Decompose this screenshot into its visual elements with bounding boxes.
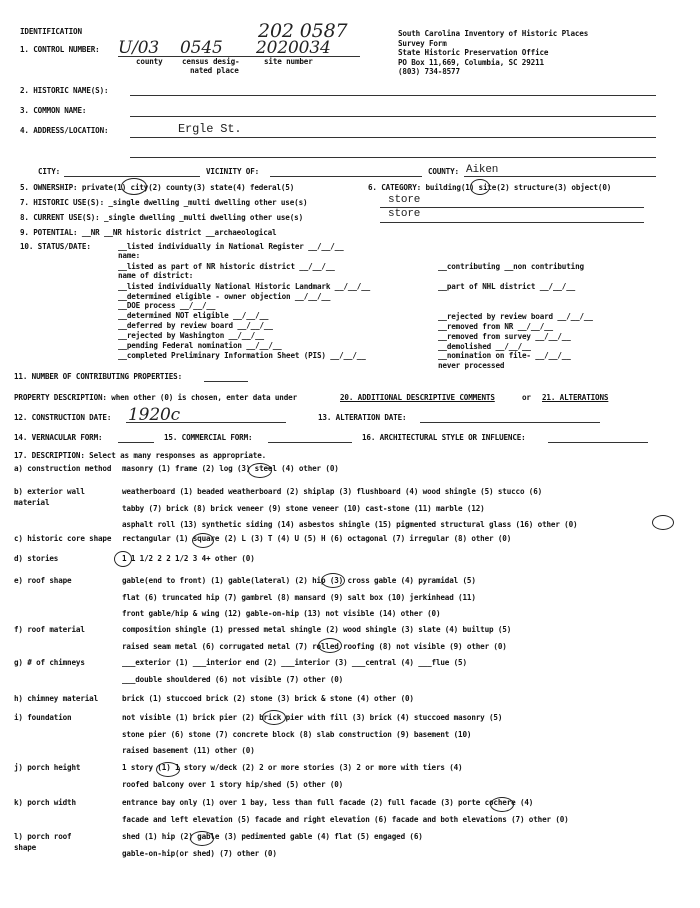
description-item-label: j) porch height bbox=[14, 763, 81, 772]
handwritten-county-code: U/03 bbox=[118, 38, 160, 58]
description-item-options: asphalt roll (13) synthetic siding (14) asbestos shingle (15) pigmented structural glass (16) other (0) bbox=[122, 520, 578, 529]
description-item-label-2: material bbox=[14, 498, 50, 507]
status-left-item: __listed individually National Historic Landmark __/__/__ bbox=[118, 282, 371, 291]
description-item-options: raised seam metal (6) corrugated metal (7) rolled roofing (8) not visible (9) other (0) bbox=[122, 641, 507, 651]
description-item-label: a) construction method bbox=[14, 464, 112, 473]
status-left-item: __determined eligible - owner objection __/__/__ bbox=[118, 292, 331, 301]
commercial-form-label: 15. COMMERCIAL FORM: bbox=[164, 433, 253, 442]
status-left-item: __deferred by review board __/__/__ bbox=[118, 321, 273, 330]
description-item-options: flat (6) truncated hip (7) gambrel (8) mansard (9) salt box (10) jerkinhead (11) bbox=[122, 592, 476, 602]
description-heading: 17. DESCRIPTION: Select as many responses as appropriate. bbox=[14, 451, 267, 460]
description-item-options: weatherboard (1) beaded weatherboard (2) shiplap (3) flushboard (4) wood shingle (5) stucco (6) bbox=[122, 487, 543, 496]
alterations-ref: 21. ALTERATIONS bbox=[542, 393, 609, 402]
status-left-item: __rejected by Washington __/__/__ bbox=[118, 331, 264, 340]
ownership-line: 5. OWNERSHIP: private(1) city(2) county(3) state(4) federal(5) bbox=[20, 183, 295, 192]
status-left-item: __pending Federal nomination __/__/__ bbox=[118, 341, 282, 350]
alteration-date-label: 13. ALTERATION DATE: bbox=[318, 413, 407, 422]
status-left-item: __listed as part of NR historic district __/__/__ bbox=[118, 262, 335, 271]
category-line: 6. CATEGORY: building(1) site(2) structure(3) object(0) bbox=[368, 183, 612, 192]
description-item-label: g) # of chimneys bbox=[14, 658, 85, 667]
construction-date-label: 12. CONSTRUCTION DATE: bbox=[14, 413, 112, 422]
architectural-style-label: 16. ARCHITECTURAL STYLE OR INFLUENCE: bbox=[362, 433, 526, 442]
description-item-options: 1 1 1/2 2 2 1/2 3 4+ other (0) bbox=[122, 554, 255, 563]
description-item-options: facade and left elevation (5) facade and right elevation (6) facade and both elevations (7) other (0) bbox=[122, 814, 569, 824]
or-text: or bbox=[522, 393, 531, 402]
status-right-item: __rejected by review board __/__/__ bbox=[438, 312, 593, 321]
description-item-options: tabby (7) brick (8) brick veneer (9) stone veneer (10) cast-stone (11) marble (12) bbox=[122, 503, 485, 513]
property-description-line: PROPERTY DESCRIPTION: when other (0) is chosen, enter data under bbox=[14, 393, 297, 402]
handwritten-form-number: 202 0587 bbox=[258, 20, 348, 42]
contributing-label: 11. NUMBER OF CONTRIBUTING PROPERTIES: bbox=[14, 372, 183, 381]
office-line: State Historic Preservation Office bbox=[398, 48, 549, 57]
description-item-label: f) roof material bbox=[14, 625, 85, 634]
description-item-label: i) foundation bbox=[14, 713, 72, 722]
handwritten-construction-date: 1920c bbox=[128, 405, 181, 425]
address-label: 4. ADDRESS/LOCATION: bbox=[20, 126, 109, 135]
office-line: Survey Form bbox=[398, 38, 447, 48]
description-item-options: 1 story (1) 1 story w/deck (2) 2 or more stories (3) 2 or more with tiers (4) bbox=[122, 763, 463, 772]
description-item-options: not visible (1) brick pier (2) brick pier with fill (3) brick (4) stuccoed masonry (5) bbox=[122, 713, 503, 722]
status-right-item: __part of NHL district __/__/__ bbox=[438, 282, 576, 291]
description-item-options: masonry (1) frame (2) log (3) steel (4) other (0) bbox=[122, 464, 339, 473]
status-left-item: __listed individually in National Register __/__/__ bbox=[118, 242, 344, 251]
description-item-options: ___exterior (1) ___interior end (2) ___interior (3) ___central (4) ___flue (5) bbox=[122, 658, 467, 667]
census-sublabel-2: nated place bbox=[190, 66, 239, 75]
historic-name-label: 2. HISTORIC NAME(S): bbox=[20, 86, 109, 95]
status-left-item: __completed Preliminary Information Sheet (PIS) __/__/__ bbox=[118, 351, 366, 360]
current-use-line: 8. CURRENT USE(S): _single dwelling _multi dwelling other use(s) bbox=[20, 213, 303, 222]
office-line: South Carolina Inventory of Historic Places bbox=[398, 29, 589, 38]
county-label: COUNTY: bbox=[428, 167, 459, 176]
handwritten-site-number: 2020034 bbox=[256, 38, 331, 58]
handwritten-census-code: 0545 bbox=[180, 38, 223, 58]
status-left-item: name: bbox=[118, 251, 141, 260]
description-item-options: raised basement (11) other (0) bbox=[122, 746, 255, 755]
office-line: PO Box 11,669, Columbia, SC 29211 bbox=[398, 57, 544, 67]
office-line: (803) 734-8577 bbox=[398, 67, 460, 76]
status-right-item: __nomination on file- __/__/__ bbox=[438, 351, 571, 360]
status-label: 10. STATUS/DATE: bbox=[20, 242, 91, 251]
description-item-options: rectangular (1) square (2) L (3) T (4) U (5) H (6) octagonal (7) irregular (8) other (0) bbox=[122, 534, 512, 543]
description-item-options: stone pier (6) stone (7) concrete block (8) slab construction (9) basement (10) bbox=[122, 729, 472, 739]
historic-use-line: 7. HISTORIC USE(S): _single dwelling _multi dwelling other use(s) bbox=[20, 198, 308, 207]
description-item-label: h) chimney material bbox=[14, 694, 99, 703]
description-item-options: ___double shouldered (6) not visible (7) other (0) bbox=[122, 674, 344, 684]
description-item-options: roofed balcony over 1 story hip/shed (5) other (0) bbox=[122, 779, 344, 789]
typed-county: Aiken bbox=[466, 164, 499, 176]
description-item-label: d) stories bbox=[14, 554, 59, 563]
description-item-options: gable-on-hip(or shed) (7) other (0) bbox=[122, 848, 277, 858]
description-item-label: e) roof shape bbox=[14, 576, 72, 585]
category-selection-circle bbox=[470, 179, 490, 195]
county-sublabel: county bbox=[136, 57, 163, 66]
status-right-item: __removed from survey __/__/__ bbox=[438, 332, 571, 341]
status-right-item: __contributing __non contributing bbox=[438, 262, 584, 271]
status-left-item: name of district: bbox=[118, 271, 194, 280]
description-item-options: entrance bay only (1) over 1 bay, less than full facade (2) full facade (3) porte cochere (4) bbox=[122, 798, 534, 807]
common-name-label: 3. COMMON NAME: bbox=[20, 106, 87, 115]
description-item-label: l) porch roof bbox=[14, 832, 72, 841]
identification-heading: IDENTIFICATION bbox=[20, 27, 82, 36]
status-right-item: __demolished __/__/__ bbox=[438, 342, 531, 351]
description-item-label-2: shape bbox=[14, 843, 37, 852]
ownership-selection-circle bbox=[121, 178, 147, 195]
status-right-item: never processed bbox=[438, 361, 505, 370]
additional-comments-ref: 20. ADDITIONAL DESCRIPTIVE COMMENTS bbox=[340, 393, 495, 402]
exterior-other-selection-circle bbox=[652, 515, 674, 530]
control-number-label: 1. CONTROL NUMBER: bbox=[20, 45, 100, 54]
description-item-options: front gable/hip & wing (12) gable-on-hip (13) not visible (14) other (0) bbox=[122, 609, 441, 618]
description-item-label: c) historic core shape bbox=[14, 534, 112, 543]
description-item-options: brick (1) stuccoed brick (2) stone (3) brick & stone (4) other (0) bbox=[122, 694, 414, 703]
typed-current-use: store bbox=[388, 208, 421, 220]
census-sublabel: census desig- bbox=[182, 57, 240, 66]
city-label: CITY: bbox=[38, 167, 61, 176]
potential-line: 9. POTENTIAL: __NR __NR historic district __archaeological bbox=[20, 228, 277, 237]
description-item-label: k) porch width bbox=[14, 798, 76, 807]
status-left-item: __determined NOT eligible __/__/__ bbox=[118, 311, 269, 320]
status-right-item: __removed from NR __/__/__ bbox=[438, 322, 553, 331]
vicinity-label: VICINITY OF: bbox=[206, 167, 260, 176]
typed-historic-use: store bbox=[388, 194, 421, 206]
description-item-options: composition shingle (1) pressed metal shingle (2) wood shingle (3) slate (4) builtup (5) bbox=[122, 625, 512, 634]
description-item-label: b) exterior wall bbox=[14, 487, 85, 496]
typed-address: Ergle St. bbox=[178, 122, 242, 136]
description-item-options: gable(end to front) (1) gable(lateral) (2) hip (3) cross gable (4) pyramidal (5) bbox=[122, 576, 476, 585]
description-item-options: shed (1) hip (2) gable (3) pedimented gable (4) flat (5) engaged (6) bbox=[122, 832, 423, 841]
status-left-item: __DOE process __/__/__ bbox=[118, 301, 216, 310]
site-sublabel: site number bbox=[264, 57, 313, 66]
vernacular-form-label: 14. VERNACULAR FORM: bbox=[14, 433, 103, 442]
